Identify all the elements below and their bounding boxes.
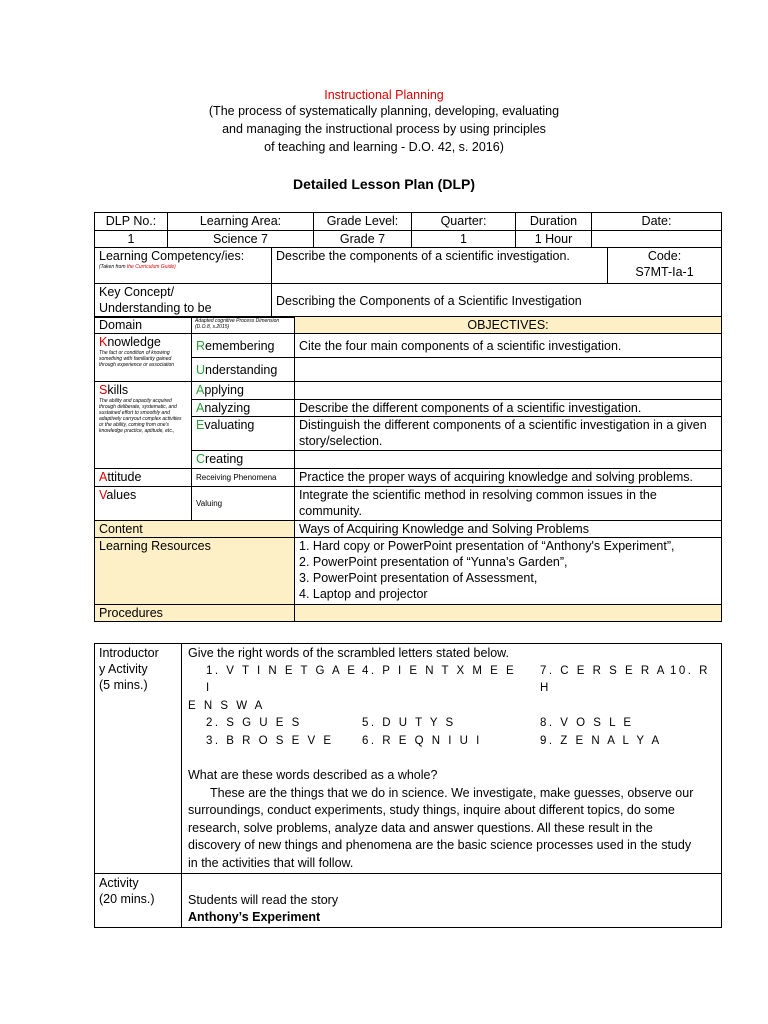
evaluating-objective: Distinguish the different components of a scientific investigation in a given story/selection. xyxy=(295,417,722,451)
attitude-objective: Practice the proper ways of acquiring knowledge and solving problems. xyxy=(295,469,722,487)
activity-label-2: (20 mins.) xyxy=(99,892,155,906)
dlp-no-label: DLP No.: xyxy=(95,213,168,231)
scrambled-word: E N S W A xyxy=(188,699,265,712)
intro-content xyxy=(182,644,722,874)
understanding-objective xyxy=(295,358,722,382)
attitude-label: Attitude xyxy=(95,469,192,487)
intro-label-cell xyxy=(95,644,182,874)
objectives-heading: OBJECTIVES: xyxy=(295,317,722,334)
scrambled-word: 7. C E R S E R A H xyxy=(540,664,667,694)
understanding-label: Understanding xyxy=(192,358,295,382)
scrambled-row-2 xyxy=(188,715,715,733)
planning-title: Instructional Planning xyxy=(324,88,444,102)
duration-value: 1 Hour xyxy=(516,231,592,248)
info-table xyxy=(94,212,722,248)
intro-para-line: research, solve problems, analyze data and answer questions. All these result in the xyxy=(188,820,653,835)
scrambled-word: 5. D U T Y S xyxy=(362,717,456,729)
analyzing-objective: Describe the different components of a scientific investigation. xyxy=(295,400,722,417)
skills-desc: The ability and capacity acquired through deliberate, systematic, and sustained effort to smoothly and adaptively carryout complex activities or the ability, coming from one's knowledge practice, aptitude, etc., xyxy=(99,398,182,434)
key-concept-label-2: Understanding to be xyxy=(99,301,212,315)
activity-text: Students will read the story xyxy=(188,893,339,907)
content-label: Content xyxy=(95,521,295,538)
scrambled-word: 10. R xyxy=(670,664,710,677)
key-concept-text: Describing the Components of a Scientific Investigation xyxy=(272,284,722,318)
competency-table xyxy=(94,247,722,318)
remembering-label: Remembering xyxy=(192,334,295,358)
scrambled-word: 3. B R O S E V E xyxy=(206,734,334,747)
domain-note: Adapted cognitive Process Dimension (D.O.8, s.2015) xyxy=(192,317,295,334)
intro-para-line: surroundings, conduct experiments, study things, inquire about different topics, do some xyxy=(188,803,675,817)
learning-area-value: Science 7 xyxy=(168,231,314,248)
scrambled-word: 4. P I E N T X M E E xyxy=(362,664,517,677)
attitude-level: Receiving Phenomena xyxy=(192,469,295,487)
domain-label: Domain xyxy=(95,317,192,334)
date-value xyxy=(592,231,722,248)
competency-label: Learning Competency/ies: xyxy=(99,249,245,263)
dlp-no-value: 1 xyxy=(95,231,168,248)
skills-cell xyxy=(95,382,192,469)
applying-objective xyxy=(295,382,722,400)
analyzing-label: Analyzing xyxy=(192,400,295,417)
duration-label: Duration xyxy=(516,213,592,231)
competency-note: (Taken from the Curriculum Guide) xyxy=(99,264,176,270)
code-value: S7MT-Ia-1 xyxy=(635,265,694,279)
intro-label-3: (5 mins.) xyxy=(99,678,148,692)
knowledge-label: Knowledge xyxy=(99,335,161,349)
grade-level-label: Grade Level: xyxy=(314,213,412,231)
quarter-value: 1 xyxy=(412,231,516,248)
scrambled-word: 6. R E Q N I U I xyxy=(362,734,482,747)
scrambled-word: 9. Z E N A L Y A xyxy=(540,734,662,747)
skills-label: Skills xyxy=(99,383,129,397)
content-text: Ways of Acquiring Knowledge and Solving Problems xyxy=(295,521,722,538)
intro-label-1: Introductor xyxy=(99,646,159,660)
scrambled-row-1b xyxy=(188,698,715,716)
intro-para-line: in the activities that will follow. xyxy=(188,855,354,870)
evaluating-label: Evaluating xyxy=(192,417,295,451)
activity-label-cell xyxy=(95,874,182,928)
values-level: Valuing xyxy=(192,487,295,521)
competency-text: Describe the components of a scientific investigation. xyxy=(272,248,608,284)
activity-content xyxy=(182,874,722,928)
key-concept-label-1: Key Concept/ xyxy=(99,285,175,299)
code-cell xyxy=(608,248,722,284)
grade-level-value: Grade 7 xyxy=(314,231,412,248)
scrambled-row-1 xyxy=(188,663,715,698)
resource-item: 3. PowerPoint presentation of Assessment, xyxy=(299,571,538,585)
values-objective: Integrate the scientific method in resolving common issues in the community. xyxy=(295,487,722,521)
resources-label: Learning Resources xyxy=(95,538,295,605)
creating-label: Creating xyxy=(192,451,295,469)
knowledge-cell xyxy=(95,334,192,382)
dlp-title: Detailed Lesson Plan (DLP) xyxy=(292,176,476,192)
story-title: Anthony’s Experiment xyxy=(188,910,321,924)
resources-list xyxy=(295,538,722,605)
date-label: Date: xyxy=(592,213,722,231)
intro-label-2: y Activity xyxy=(99,662,148,676)
resource-item: 4. Laptop and projector xyxy=(299,587,428,601)
intro-instruction: Give the right words of the scrambled letters stated below. xyxy=(188,646,509,660)
activity-label-1: Activity xyxy=(99,876,139,890)
resource-item: 1. Hard copy or PowerPoint presentation of “Anthony's Experiment”, xyxy=(299,539,675,553)
procedures-table xyxy=(94,643,722,928)
scrambled-word: 1. V T I N E T G A E I xyxy=(206,664,358,694)
scrambled-word: 8. V O S L E xyxy=(540,717,634,729)
key-concept-label-cell xyxy=(95,284,272,318)
values-label: Values xyxy=(95,487,192,521)
creating-objective xyxy=(295,451,722,469)
code-label: Code: xyxy=(647,249,682,263)
scrambled-word: 2. S G U E S xyxy=(206,717,302,729)
quarter-label: Quarter: xyxy=(412,213,516,231)
scrambled-row-3 xyxy=(188,733,715,751)
applying-label: Applying xyxy=(192,382,295,400)
intro-question: What are these words described as a whole? xyxy=(188,768,438,782)
intro-para-line: discovery of new things and phenomena are the basic science processes used in the study xyxy=(188,838,692,852)
planning-desc-line-3: of teaching and learning - D.O. 42, s. 2016) xyxy=(264,140,504,154)
resource-item: 2. PowerPoint presentation of “Yunna's Garden”, xyxy=(299,555,568,569)
procedures-label: Procedures xyxy=(95,605,295,622)
remembering-objective: Cite the four main components of a scientific investigation. xyxy=(295,334,722,358)
intro-para-line: These are the things that we do in science. We investigate, make guesses, observe our xyxy=(210,785,694,800)
planning-desc-line-1: (The process of systematically planning, developing, evaluating xyxy=(208,104,560,118)
objectives-table xyxy=(94,316,722,622)
procedures-empty xyxy=(295,605,722,622)
planning-desc-line-2: and managing the instructional process by using principles xyxy=(222,122,546,136)
learning-area-label: Learning Area: xyxy=(168,213,314,231)
competency-label-cell xyxy=(95,248,272,284)
knowledge-desc: The fact or condition of knowing something with familiarity gained through experience or association xyxy=(99,350,175,368)
